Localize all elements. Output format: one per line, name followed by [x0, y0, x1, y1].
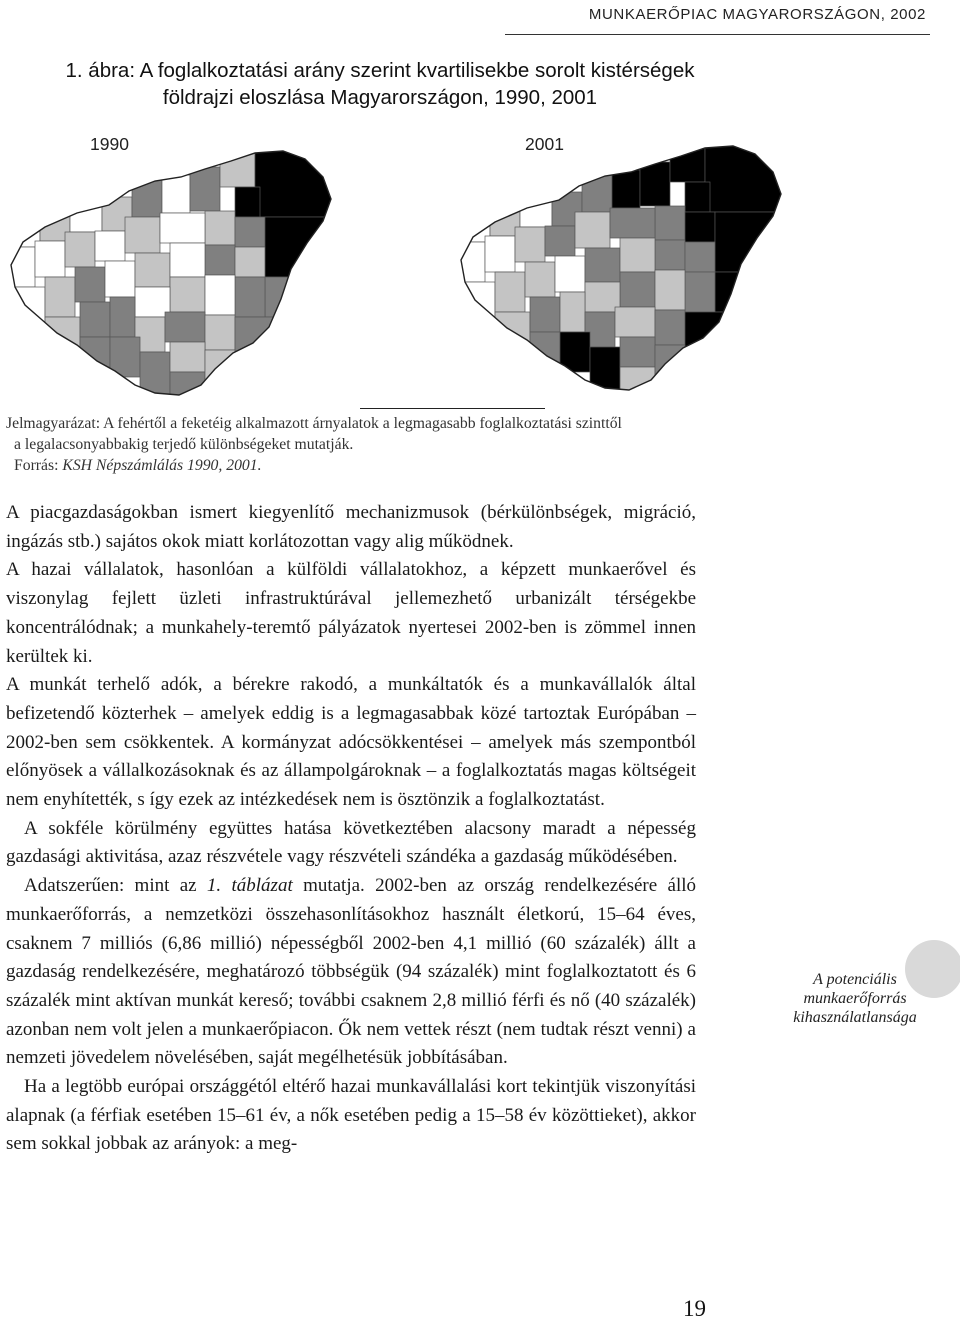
legend-line-1: Jelmagyarázat: A fehértől a feketéig alkalmazott árnyalatok a legmagasabb foglalkoztatási szinttől [6, 415, 622, 432]
figure-source [6, 455, 726, 476]
page-number: 19 [683, 1296, 706, 1321]
paragraph-6: Ha a legtöbb európai országgétól eltérő hazai munkavállalási kort tekintjük viszonyítási alapnak (a férfiak esetében 15–61 év, a nők esetében pedig a 15–58 év közöttieket), akkor sem sokkal jobbak az arányok: a meg- [6, 1076, 696, 1155]
map-label-2001: 2001 [525, 134, 564, 154]
source-prefix: Forrás: [14, 457, 63, 474]
figure-title-line-2: földrajzi eloszlása Magyarországon, 1990, 2001 [162, 86, 598, 109]
margin-note-line-3: kihasználatlansága [793, 1009, 917, 1026]
margin-note-line-2: munkaerőforrás [803, 990, 907, 1007]
figure-title-line-1: 1. ábra: A foglalkoztatási arány szerint kvartilisekbe sorolt kistérségek [65, 59, 695, 82]
legend-rule [360, 408, 545, 409]
margin-note [770, 970, 940, 1027]
paragraph-2: A hazai vállalatok, hasonlóan a külföldi vállalatokhoz, a képzett munkaerővel és viszonylag fejlett üzleti infrastruktúrával jellemezhető urbanizált térségekbe koncentrálódnak; a munkahely-teremtő pályázatok nyertesei 2002-ben is zömmel innen kerültek ki. [6, 559, 696, 667]
table-reference: 1. táblázat [206, 875, 293, 897]
map-2001 [455, 142, 785, 400]
body-text [6, 499, 696, 1159]
map-label-1990: 1990 [90, 134, 129, 154]
paragraph-4: A sokféle körülmény együttes hatása következtében alacsony maradt a népesség gazdasági aktivitása, azaz részvétele vagy részvételi szándéka a gazdaság működésében. [6, 817, 696, 868]
paragraph-1: A piacgazdaságokban ismert kiegyenlítő mechanizmusok (bérkülönbségek, migráció, ingázás stb.) sajátos okok miatt korlátozottan vagy alig működnek. [6, 502, 696, 552]
header-rule [505, 34, 930, 35]
map-1990 [5, 147, 335, 405]
running-head: MUNKAERŐPIAC MAGYARORSZÁGON, 2002 [588, 6, 926, 23]
source-citation: KSH Népszámlálás 1990, 2001. [62, 457, 262, 474]
figure-title [60, 57, 700, 111]
figure-legend [6, 413, 726, 476]
paragraph-3: A munkát terhelő adók, a bérekre rakodó, a munkáltatók és a munkavállalók által befizetendő közterhek – amelyek eddig is a legmagasabbak közé tartoztak Európában – 2002-ben sem csökkentek. A kormányzat adócsökkentései – amelyek más szempontból előnyösek a vállalkozásoknak és az állampolgároknak – a foglalkoztatás magas költségeit nem enyhítették, s így ezek az intézkedések nem is ösztönzik a foglalkoztatást. [6, 674, 696, 811]
paragraph-5 [6, 872, 696, 1073]
legend-line-2: a legalacsonyabbakig terjedő különbségeket mutatják. [14, 436, 354, 453]
paragraph-5-start: Adatszerűen: mint az [24, 875, 207, 897]
margin-note-line-1: A potenciális [813, 971, 897, 988]
paragraph-5-rest: mutatja. 2002-ben az ország rendelkezésére álló munkaerőforrás, a nemzetközi összehasonlításokhoz használt életkorú, 15–64 éves, csaknem 7 milliós (6,86 millió) népességből 2002-ben 4,1 millió (60 százalék) állt a gazdaság rendelkezésére, meghatározó többségük (94 százalék) mint foglalkoztatott és 6 százalék mint aktívan munkát kereső; további csaknem 2,8 millió férfi és nő (40 százalék) azonban nem volt jelen a munkaerőpiacon. Ők nem vettek részt (nem tudtak részt venni) a nemzeti jövedelem növelésében, saját megélhetésük jobbításában. [6, 875, 696, 1069]
